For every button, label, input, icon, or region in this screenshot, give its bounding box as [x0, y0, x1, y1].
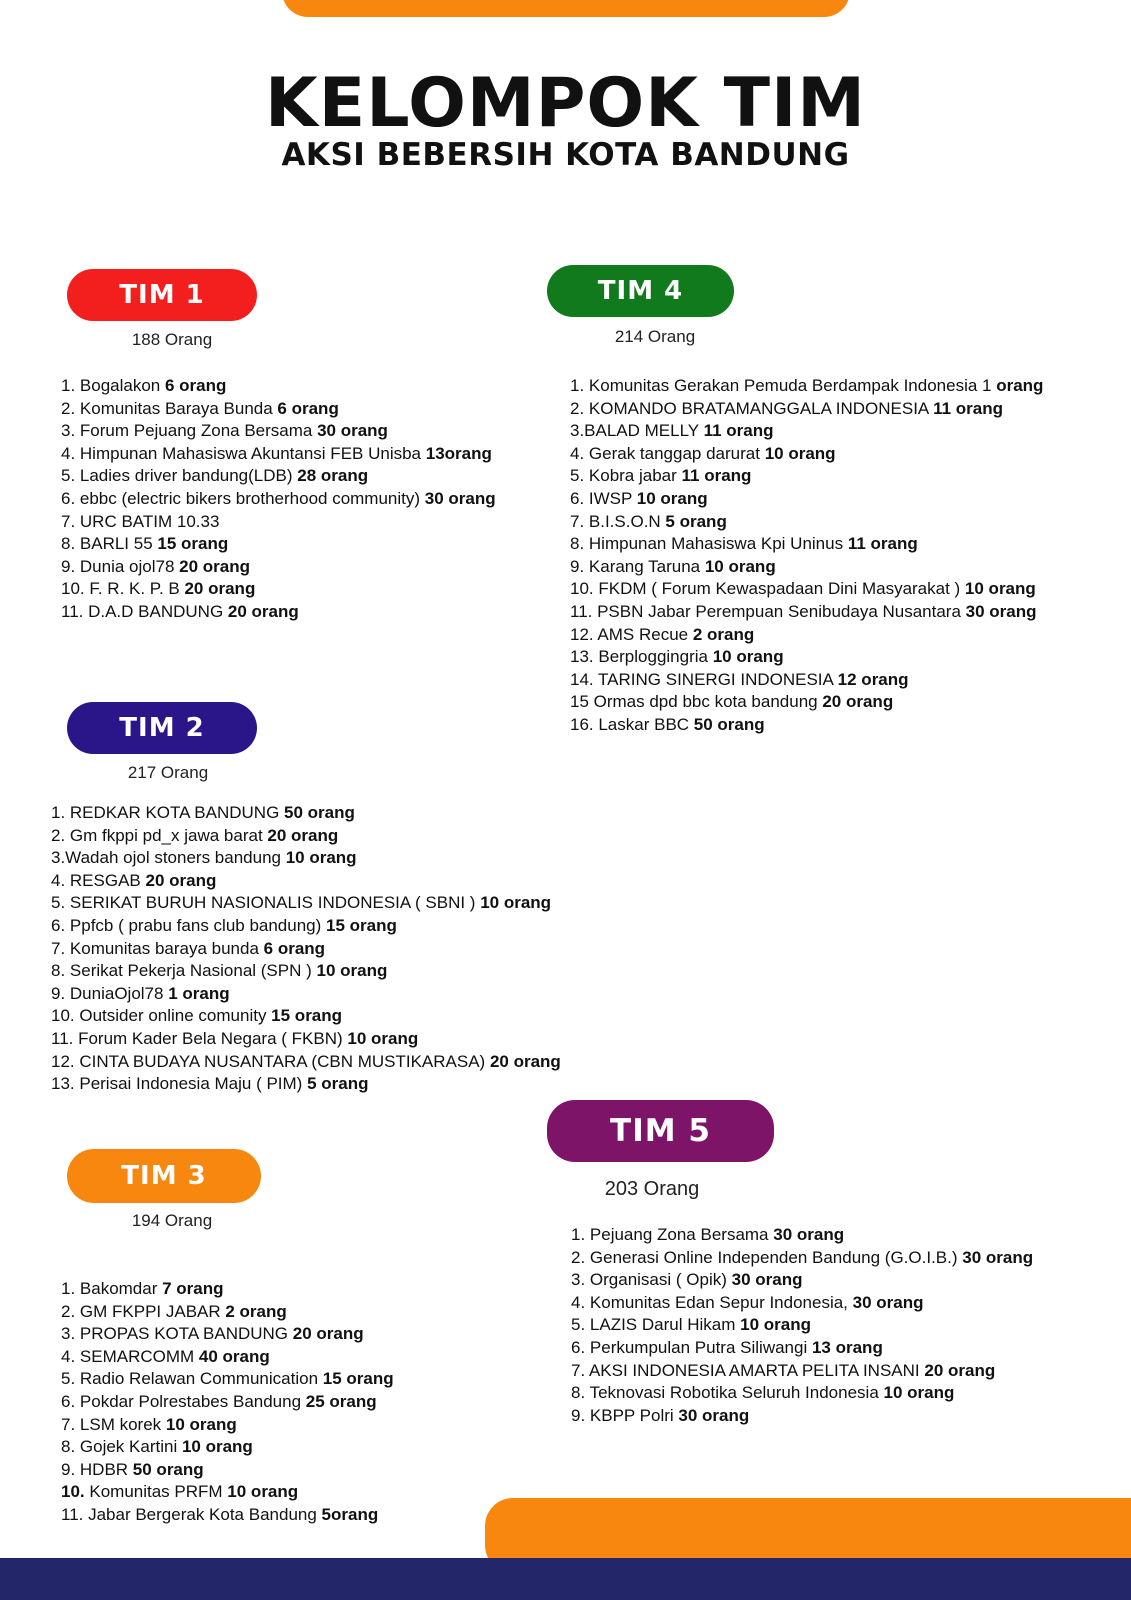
- member-name: 6. Ppfcb ( prabu fans club bandung): [51, 915, 327, 935]
- member-name: 2. Generasi Online Independen Bandung (G.O.I.B.): [571, 1247, 963, 1267]
- member-name: 9. Karang Taruna: [570, 556, 705, 576]
- member-name: 1. Komunitas Gerakan Pemuda Berdampak Indonesia 1: [570, 376, 997, 395]
- member-item: [61, 1301, 394, 1324]
- member-number: 10.: [61, 1482, 85, 1502]
- member-name: 15 Ormas dpd bbc kota bandung: [570, 692, 823, 712]
- member-name: Komunitas PRFM: [84, 1482, 228, 1502]
- member-item: [61, 511, 496, 534]
- member-item: [51, 870, 561, 893]
- member-item: [570, 533, 1043, 556]
- member-item: [51, 1051, 561, 1074]
- member-name: 5. Kobra jabar: [570, 466, 682, 486]
- member-name: 3. Organisasi ( Opik): [571, 1270, 732, 1290]
- member-count: 10 orang: [883, 1383, 955, 1403]
- member-count: 20 orang: [184, 579, 256, 599]
- member-item: [571, 1360, 1033, 1383]
- team-4-count: 214 Orang: [614, 327, 696, 346]
- member-count: 7 orang: [162, 1279, 224, 1298]
- member-count: 30 orang: [962, 1247, 1034, 1267]
- member-item: [570, 556, 1043, 579]
- member-name: 4. Gerak tanggap darurat: [570, 443, 765, 463]
- team-5-count: 203 Orang: [604, 1178, 700, 1200]
- member-name: 16. Laskar BBC: [570, 714, 694, 734]
- member-item: [61, 1278, 394, 1301]
- member-name: 2. GM FKPPI JABAR: [61, 1301, 226, 1321]
- member-count: 10 orang: [712, 647, 784, 667]
- member-name: 13. Perisai Indonesia Maju ( PIM): [51, 1074, 308, 1094]
- member-name: 10. FKDM ( Forum Kewaspadaan Dini Masyarakat ): [570, 579, 965, 599]
- team-2-badge: TIM 2: [67, 702, 257, 754]
- member-item: [61, 1459, 394, 1482]
- team-5-member-list: [571, 1224, 1033, 1427]
- member-item: [570, 511, 1043, 534]
- member-name: 1. REDKAR KOTA BANDUNG: [51, 803, 285, 822]
- member-count: 30 orang: [424, 488, 496, 508]
- top-orange-bar: [282, 0, 850, 17]
- member-item: [571, 1224, 1033, 1247]
- member-item: [51, 938, 561, 961]
- member-count: 20 orang: [924, 1360, 996, 1380]
- member-count: 30 orang: [317, 421, 388, 441]
- member-item: [570, 578, 1043, 601]
- member-item: [61, 1323, 394, 1346]
- member-name: 12. AMS Recue: [570, 624, 693, 644]
- member-count: 13 orang: [811, 1337, 883, 1357]
- member-item: [570, 398, 1043, 421]
- member-item: [570, 624, 1043, 647]
- member-item: [51, 960, 561, 983]
- member-item: [61, 465, 496, 488]
- team-1-badge: TIM 1: [67, 269, 257, 321]
- member-name: 6. ebbc (electric bikers brotherhood community): [61, 488, 425, 508]
- member-item: [61, 1414, 394, 1437]
- member-name: 3. Forum Pejuang Zona Bersama: [61, 421, 318, 441]
- team-1-member-list: [61, 375, 496, 624]
- member-count: 12 orang: [837, 669, 909, 689]
- member-count: 20 orang: [292, 1324, 364, 1344]
- page-subtitle: AKSI BEBERSIH KOTA BANDUNG: [281, 137, 850, 173]
- member-item: [570, 601, 1043, 624]
- member-name: 8. BARLI 55: [61, 534, 158, 554]
- member-count: 10 orang: [964, 579, 1036, 599]
- member-count: 50 orang: [693, 714, 765, 734]
- member-name: 7. AKSI INDONESIA AMARTA PELITA INSANI: [571, 1360, 925, 1380]
- member-name: 11. PSBN Jabar Perempuan Senibudaya Nusantara: [570, 601, 966, 621]
- member-count: 6 orang: [164, 376, 227, 395]
- member-name: 8. Serikat Pekerja Nasional (SPN ): [51, 961, 317, 981]
- member-count: 20 orang: [179, 556, 250, 576]
- member-item: [571, 1314, 1033, 1337]
- member-item: [61, 398, 496, 421]
- team-4-member-list: [570, 375, 1043, 737]
- member-count: 1 orang: [168, 983, 230, 1003]
- member-count: 10 orang: [181, 1437, 253, 1457]
- member-count: 10 orang: [480, 893, 552, 913]
- member-count: 6 orang: [263, 938, 326, 958]
- member-item: [61, 578, 496, 601]
- bottom-navy-bar: [0, 1558, 1131, 1600]
- member-count: 30 orang: [731, 1270, 803, 1290]
- member-name: 7. Komunitas baraya bunda: [51, 938, 264, 958]
- member-name: 7. URC BATIM 10.33: [61, 511, 220, 531]
- member-name: 1. Bakomdar: [61, 1279, 163, 1298]
- member-name: 5. Ladies driver bandung(LDB): [61, 466, 298, 486]
- member-name: 11. D.A.D BANDUNG: [61, 601, 228, 621]
- member-item: [61, 1481, 394, 1504]
- member-item: [61, 488, 496, 511]
- member-item: [571, 1337, 1033, 1360]
- member-count: 10 orang: [285, 848, 357, 868]
- member-count: 2 orang: [225, 1301, 287, 1321]
- team-3-badge: TIM 3: [67, 1149, 261, 1203]
- member-item: [61, 420, 496, 443]
- member-name: 8. Gojek Kartini: [61, 1437, 182, 1457]
- member-item: [51, 892, 561, 915]
- member-item: [61, 1368, 394, 1391]
- member-item: [51, 802, 561, 825]
- member-count: 30 orang: [678, 1405, 750, 1425]
- member-count: 30 orang: [852, 1292, 924, 1312]
- team-5-badge: TIM 5: [547, 1100, 774, 1162]
- member-count: 10 orang: [347, 1028, 419, 1048]
- member-count: 40 orang: [198, 1346, 270, 1366]
- member-item: [570, 375, 1043, 398]
- member-item: [570, 691, 1043, 714]
- member-item: [571, 1247, 1033, 1270]
- member-item: [61, 601, 496, 624]
- member-item: [570, 443, 1043, 466]
- member-name: 7. B.I.S.O.N: [570, 511, 666, 531]
- member-count: 11 orang: [933, 398, 1003, 418]
- member-name: 2. Komunitas Baraya Bunda: [61, 398, 278, 418]
- member-count: 10 orang: [740, 1315, 811, 1335]
- member-name: 1. Pejuang Zona Bersama: [571, 1225, 774, 1244]
- member-count: 20 orang: [145, 870, 217, 890]
- member-item: [571, 1405, 1033, 1428]
- member-count: 11 orang: [847, 534, 918, 554]
- member-name: 4. Komunitas Edan Sepur Indonesia,: [571, 1292, 853, 1312]
- member-count: 15 orang: [322, 1369, 394, 1389]
- member-name: 6. Perkumpulan Putra Siliwangi: [571, 1337, 812, 1357]
- member-count: 10 orang: [227, 1482, 299, 1502]
- member-name: 5. LAZIS Darul Hikam: [571, 1315, 741, 1335]
- member-count: 6 orang: [277, 398, 339, 418]
- member-name: 5. Radio Relawan Communication: [61, 1369, 323, 1389]
- member-count: 20 orang: [822, 692, 894, 712]
- member-name: 11. Jabar Bergerak Kota Bandung: [61, 1504, 322, 1524]
- member-name: 14. TARING SINERGI INDONESIA: [570, 669, 838, 689]
- member-item: [61, 533, 496, 556]
- member-item: [51, 1028, 561, 1051]
- member-count: 15 orang: [157, 534, 229, 554]
- member-name: 2. Gm fkppi pd_x jawa barat: [51, 825, 268, 845]
- member-name: 6. Pokdar Polrestabes Bandung: [61, 1391, 306, 1411]
- member-count: 13orang: [425, 443, 492, 463]
- member-name: 4. RESGAB: [51, 870, 146, 890]
- member-count: 10 orang: [764, 443, 836, 463]
- member-name: 4. Himpunan Mahasiswa Akuntansi FEB Unisba: [61, 443, 426, 463]
- member-count: 10 orang: [316, 961, 388, 981]
- member-count: 25 orang: [305, 1391, 377, 1411]
- page-title: KELOMPOK TIM: [265, 64, 866, 143]
- member-count: 5 orang: [665, 511, 727, 531]
- member-item: [61, 375, 496, 398]
- member-count: 15 orang: [326, 915, 397, 935]
- member-item: [571, 1269, 1033, 1292]
- member-count: 11 orang: [681, 466, 752, 486]
- member-count: 30 orang: [965, 601, 1037, 621]
- member-item: [571, 1382, 1033, 1405]
- member-item: [570, 646, 1043, 669]
- member-name: 9. HDBR: [61, 1459, 133, 1479]
- team-3-count: 194 Orang: [131, 1211, 213, 1230]
- member-item: [61, 556, 496, 579]
- member-item: [61, 1504, 394, 1527]
- member-name: 8. Himpunan Mahasiswa Kpi Uninus: [570, 534, 848, 554]
- member-count: 20 orang: [267, 825, 339, 845]
- team-1-count: 188 Orang: [131, 330, 213, 349]
- member-item: [570, 488, 1043, 511]
- member-item: [571, 1292, 1033, 1315]
- member-count: 20 orang: [489, 1051, 561, 1071]
- member-name: 7. LSM korek: [61, 1414, 166, 1434]
- member-name: 11. Forum Kader Bela Negara ( FKBN): [51, 1028, 348, 1048]
- member-item: [51, 847, 561, 870]
- member-item: [51, 1005, 561, 1028]
- member-name: 1. Bogalakon: [61, 376, 165, 395]
- member-item: [61, 1391, 394, 1414]
- member-count: 15 orang: [271, 1006, 343, 1026]
- member-item: [51, 1073, 561, 1096]
- member-name: 10. F. R. K. P. B: [61, 579, 185, 599]
- team-2-member-list: [51, 802, 561, 1096]
- member-count: 28 orang: [297, 466, 369, 486]
- member-item: [570, 669, 1043, 692]
- member-count: 50 orang: [284, 803, 355, 822]
- member-item: [570, 465, 1043, 488]
- member-name: 6. IWSP: [570, 488, 637, 508]
- member-count: 50 orang: [132, 1459, 204, 1479]
- team-4-badge: TIM 4: [547, 265, 734, 317]
- member-name: 4. SEMARCOMM: [61, 1346, 199, 1366]
- member-count: 10 orang: [165, 1414, 237, 1434]
- member-item: [51, 983, 561, 1006]
- member-name: 3.BALAD MELLY: [570, 421, 704, 441]
- team-3-member-list: [61, 1278, 394, 1527]
- member-name: 10. Outsider online comunity: [51, 1006, 272, 1026]
- member-count: 30 orang: [773, 1225, 845, 1244]
- member-name: 9. Dunia ojol78: [61, 556, 180, 576]
- member-item: [51, 825, 561, 848]
- member-name: 3.Wadah ojol stoners bandung: [51, 848, 286, 868]
- member-item: [570, 420, 1043, 443]
- member-name: 12. CINTA BUDAYA NUSANTARA (CBN MUSTIKARASA): [51, 1051, 490, 1071]
- member-name: 3. PROPAS KOTA BANDUNG: [61, 1324, 293, 1344]
- member-name: 8. Teknovasi Robotika Seluruh Indonesia: [571, 1383, 884, 1403]
- team-2-count: 217 Orang: [127, 763, 209, 782]
- member-count: 10 orang: [636, 488, 708, 508]
- member-name: 13. Berploggingria: [570, 647, 713, 667]
- member-item: [61, 1436, 394, 1459]
- member-name: 9. DuniaOjol78: [51, 983, 169, 1003]
- member-name: 5. SERIKAT BURUH NASIONALIS INDONESIA ( SBNI ): [51, 893, 481, 913]
- member-name: 9. KBPP Polri: [571, 1405, 679, 1425]
- member-count: 2 orang: [692, 624, 755, 644]
- member-item: [61, 1346, 394, 1369]
- member-count: 10 orang: [704, 556, 776, 576]
- member-count: 5orang: [321, 1504, 379, 1524]
- member-count: 11 orang: [703, 421, 774, 441]
- member-count: 20 orang: [227, 601, 299, 621]
- member-name: 2. KOMANDO BRATAMANGGALA INDONESIA: [570, 398, 934, 418]
- member-item: [61, 443, 496, 466]
- member-item: [51, 915, 561, 938]
- member-count: orang: [996, 376, 1044, 395]
- member-item: [570, 714, 1043, 737]
- member-count: 5 orang: [307, 1074, 369, 1094]
